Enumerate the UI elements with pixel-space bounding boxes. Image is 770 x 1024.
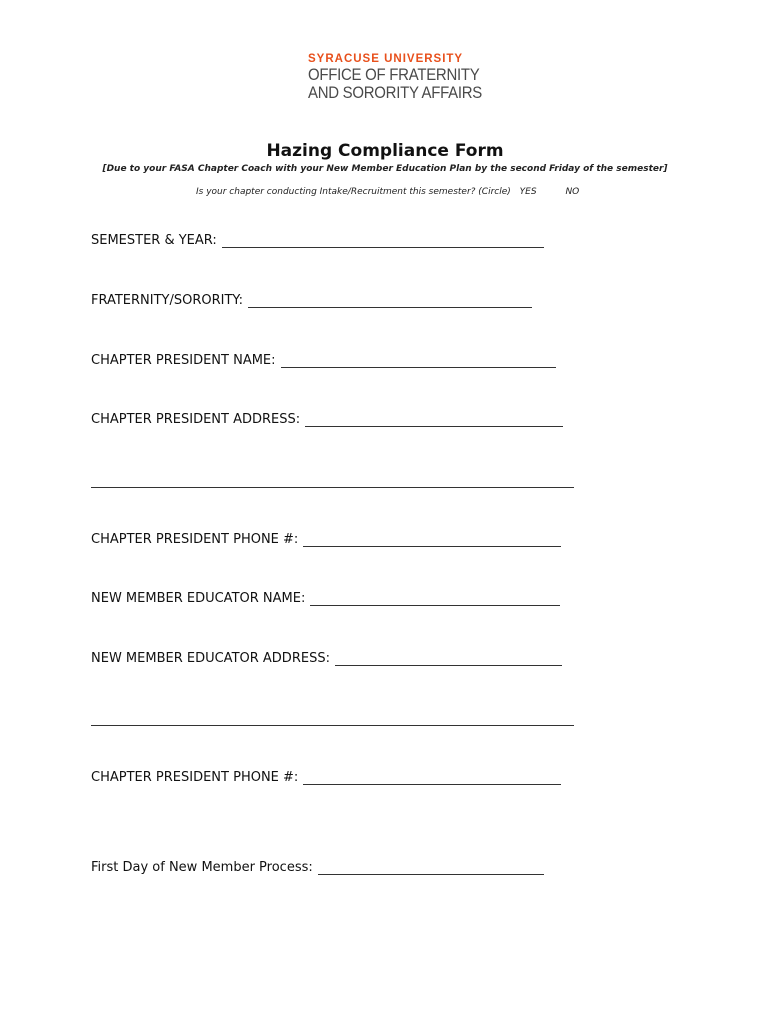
president-phone-label: CHAPTER PRESIDENT PHONE #: (91, 532, 299, 547)
president-name-input[interactable] (281, 355, 556, 368)
president-name-label: CHAPTER PRESIDENT NAME: (91, 353, 276, 368)
president-address-label: CHAPTER PRESIDENT ADDRESS: (91, 412, 301, 427)
educator-name-field (91, 591, 560, 606)
logo-office-line1: OFFICE OF FRATERNITY (308, 65, 480, 84)
logo-university: SYRACUSE UNIVERSITY (308, 53, 464, 65)
president-phone-2-field (91, 770, 561, 785)
semester-year-label: SEMESTER & YEAR: (91, 233, 217, 248)
educator-address-field (91, 651, 562, 666)
educator-name-label: NEW MEMBER EDUCATOR NAME: (91, 591, 306, 606)
syracuse-fasa-logo (308, 53, 506, 102)
president-phone-field (91, 532, 561, 547)
fraternity-sorority-input[interactable] (248, 295, 532, 308)
educator-address-line-2[interactable] (91, 724, 574, 726)
due-note: [Due to your FASA Chapter Coach with your New Member Education Plan by the second Friday of the semester] (102, 164, 668, 174)
first-day-field (91, 860, 544, 875)
educator-address-input[interactable] (335, 653, 562, 666)
president-address-line-2[interactable] (91, 486, 574, 488)
president-phone-2-label: CHAPTER PRESIDENT PHONE #: (91, 770, 299, 785)
president-address-field (91, 412, 563, 427)
semester-year-input[interactable] (222, 235, 544, 248)
semester-year-field (91, 233, 544, 248)
educator-address-label: NEW MEMBER EDUCATOR ADDRESS: (91, 651, 330, 666)
president-phone-2-input[interactable] (303, 772, 561, 785)
first-day-input[interactable] (318, 862, 544, 875)
fraternity-sorority-field (91, 293, 532, 308)
form-title: Hazing Compliance Form (266, 141, 504, 161)
yes-option[interactable]: YES (519, 187, 537, 197)
fraternity-sorority-label: FRATERNITY/SORORITY: (91, 293, 244, 308)
no-option[interactable]: NO (565, 187, 580, 197)
logo-office-line2: AND SORORITY AFFAIRS (308, 83, 483, 102)
president-phone-input[interactable] (303, 534, 561, 547)
educator-name-input[interactable] (310, 593, 560, 606)
intake-question-row (196, 187, 579, 197)
first-day-label: First Day of New Member Process: (91, 860, 313, 875)
president-address-input[interactable] (305, 414, 563, 427)
president-name-field (91, 353, 556, 368)
intake-question: Is your chapter conducting Intake/Recruitment this semester? (Circle) (196, 187, 511, 197)
